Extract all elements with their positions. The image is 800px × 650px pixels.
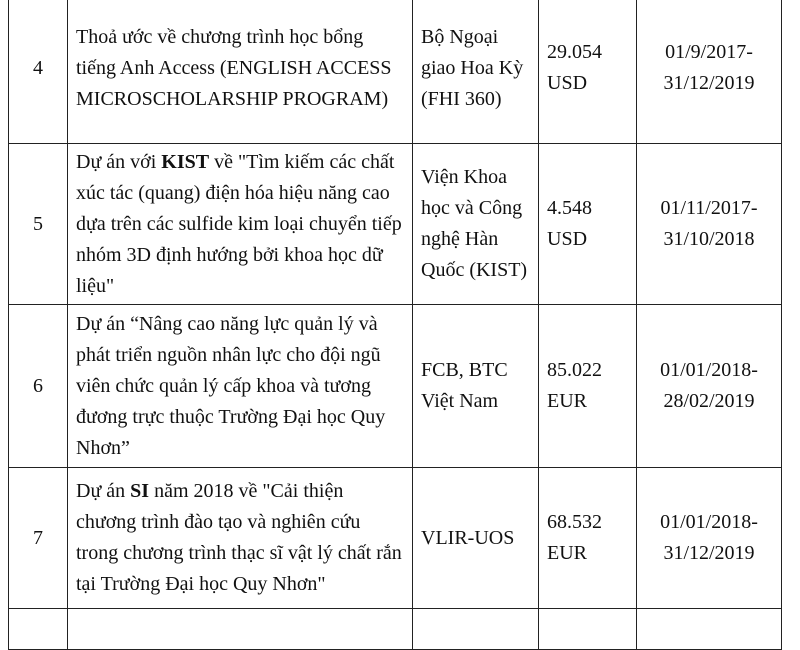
- amount: 29.054 USD: [539, 0, 637, 144]
- project-name-text: Thoả ước về chương trình học bổng tiếng Anh Access (ENGLISH ACCESS MICROSCHOLARSHIP PROGRAM): [76, 25, 392, 110]
- project-name-text: Dự án: [76, 480, 131, 502]
- sponsor: Bộ Ngoại giao Hoa Kỳ (FHI 360): [413, 0, 539, 144]
- duration: [637, 609, 782, 650]
- date-end: 31/12/2019: [663, 72, 755, 94]
- duration: [637, 0, 782, 144]
- project-code: SI: [130, 480, 150, 502]
- project-name: [68, 609, 413, 650]
- date-end: 31/12/2019: [663, 542, 755, 564]
- sponsor: VLIR-UOS: [413, 468, 539, 609]
- sponsor: [413, 609, 539, 650]
- sponsor: FCB, BTC Việt Nam: [413, 305, 539, 468]
- amount: 85.022 EUR: [539, 305, 637, 468]
- project-name-rest: về "Tìm kiếm các chất xúc tác (quang) điện hóa hiệu năng cao dựa trên các sulfide kim loại chuyển tiếp nhóm 3D định hướng bởi khoa học dữ liệu": [76, 150, 402, 297]
- date-start: 01/01/2018-: [660, 359, 758, 381]
- duration: [637, 144, 782, 305]
- row-number: 7: [9, 468, 68, 609]
- project-name: [68, 0, 413, 144]
- row-number: 6: [9, 305, 68, 468]
- table-row: [9, 144, 782, 305]
- date-start: 01/11/2017-: [660, 197, 758, 219]
- date-end: 31/10/2018: [663, 228, 755, 250]
- date-start: 01/9/2017-: [665, 41, 753, 63]
- date-end: 28/02/2019: [663, 390, 755, 412]
- amount: 68.532 EUR: [539, 468, 637, 609]
- project-name: [68, 468, 413, 609]
- project-name: [68, 305, 413, 468]
- table-row: [9, 468, 782, 609]
- project-name-text: Dự án “Nâng cao năng lực quản lý và phát triển nguồn nhân lực cho đội ngũ viên chức quản lý cấp khoa và tương đương trực thuộc Trường Đại học Quy Nhơn”: [76, 312, 386, 459]
- projects-table: [8, 0, 782, 650]
- project-name: [68, 144, 413, 305]
- table-row: [9, 0, 782, 144]
- row-number: [9, 609, 68, 650]
- table-row: [9, 305, 782, 468]
- amount: [539, 609, 637, 650]
- date-start: 01/01/2018-: [660, 511, 758, 533]
- project-name-rest: năm 2018 về "Cải thiện chương trình đào tạo và nghiên cứu trong chương trình thạc sĩ vật lý chất rắn tại Trường Đại học Quy Nhơn": [76, 480, 402, 595]
- project-name-text: Dự án với: [76, 150, 162, 173]
- row-number: 4: [9, 0, 68, 144]
- amount: 4.548 USD: [539, 144, 637, 305]
- table-row: [9, 609, 782, 650]
- duration: [637, 468, 782, 609]
- duration: [637, 305, 782, 468]
- row-number: 5: [9, 144, 68, 305]
- project-partner: KIST: [161, 150, 210, 173]
- sponsor: Viện Khoa học và Công nghệ Hàn Quốc (KIST): [413, 144, 539, 305]
